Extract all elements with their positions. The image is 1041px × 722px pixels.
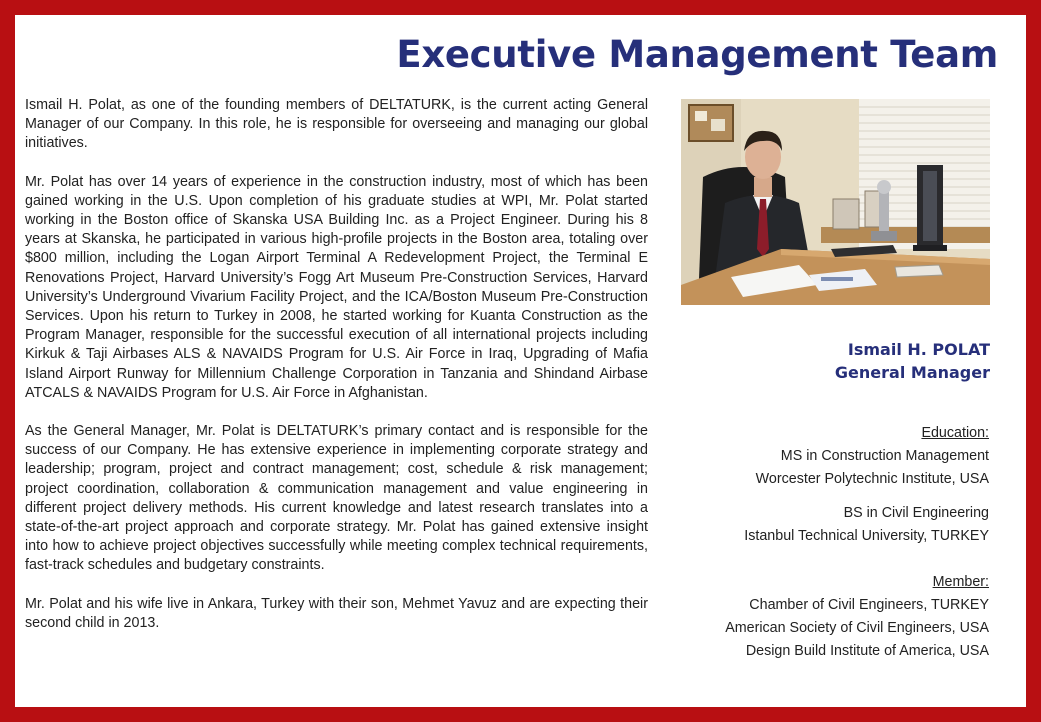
degree: BS in Civil Engineering <box>843 505 989 521</box>
membership-item: American Society of Civil Engineers, USA <box>725 620 989 636</box>
portrait-photo <box>681 99 990 305</box>
person-name: Ismail H. POLAT <box>847 340 990 359</box>
spacer <box>725 548 989 571</box>
bio-paragraph: As the General Manager, Mr. Polat is DELTATURK’s primary contact and is responsible for the success of our Company. He has extensive experience in implementing corporate strategy and leadership; program, project and contract management; cost, schedule & risk management; project coordination, collaboration & communication management and value engineering in different project delivery methods. His current knowledge and latest research translates into a state-of-the-art project approach and corporate strategy. Mr. Polat has gained extensive insight into how to achieve project objectives successfully while meeting complex technical requirements, fast-track schedules and budgetary constraints. <box>25 423 648 574</box>
school: Worcester Polytechnic Institute, USA <box>755 471 989 487</box>
person-role: General Manager <box>834 363 990 382</box>
school: Istanbul Technical University, TURKEY <box>744 528 989 544</box>
membership-header: Member: <box>932 574 989 590</box>
degree: MS in Construction Management <box>780 448 989 464</box>
person-card <box>835 338 990 384</box>
content-panel <box>15 15 1026 707</box>
education-header: Education: <box>921 425 989 441</box>
page-title: Executive Management Team <box>396 33 998 76</box>
membership-item: Design Build Institute of America, USA <box>745 643 989 659</box>
bio-paragraph: Mr. Polat has over 14 years of experience in the construction industry, most of which has been gained working in the U.S. Upon completion of his graduate studies at WPI, Mr. Polat started working in the Boston office of Skanska USA Building Inc. as a Project Engineer. During his 8 years at Skanska, he participated in various high-profile projects in the Boston area, totaling over $800 million, including the Logan Airport Terminal A Redevelopment Project, the Terminal E Renovations Project, Harvard University’s Fogg Art Museum Pre-Construction Services, Harvard University’s Underground Vivarium Facility Project, and the ICA/Boston Museum Pre-Construction Services. Upon his return to Turkey in 2008, he started working for Kuanta Construction as the Program Manager, responsible for the successful execution of all international projects including Kirkuk & Taji Airbases ALS & NAVAIDS Program for U.S. Air Force in Iraq, Upgrading of Mafia Island Airport Runway for Millennium Challenge Corporation in Tanzania and Shindand Airbase ATCALS & NAVAIDS Program for U.S. Air Force in Afghanistan. <box>25 173 648 401</box>
biography <box>25 96 648 652</box>
bio-paragraph: Mr. Polat and his wife live in Ankara, Turkey with their son, Mehmet Yavuz and are expecting their second child in 2013. <box>25 595 648 631</box>
bio-paragraph: Ismail H. Polat, as one of the founding members of DELTATURK, is the current acting General Manager of our Company. In this role, he is responsible for overseeing and managing our global initiatives. <box>25 97 648 152</box>
credentials <box>725 422 989 663</box>
spacer <box>725 491 989 502</box>
membership-item: Chamber of Civil Engineers, TURKEY <box>749 597 989 613</box>
